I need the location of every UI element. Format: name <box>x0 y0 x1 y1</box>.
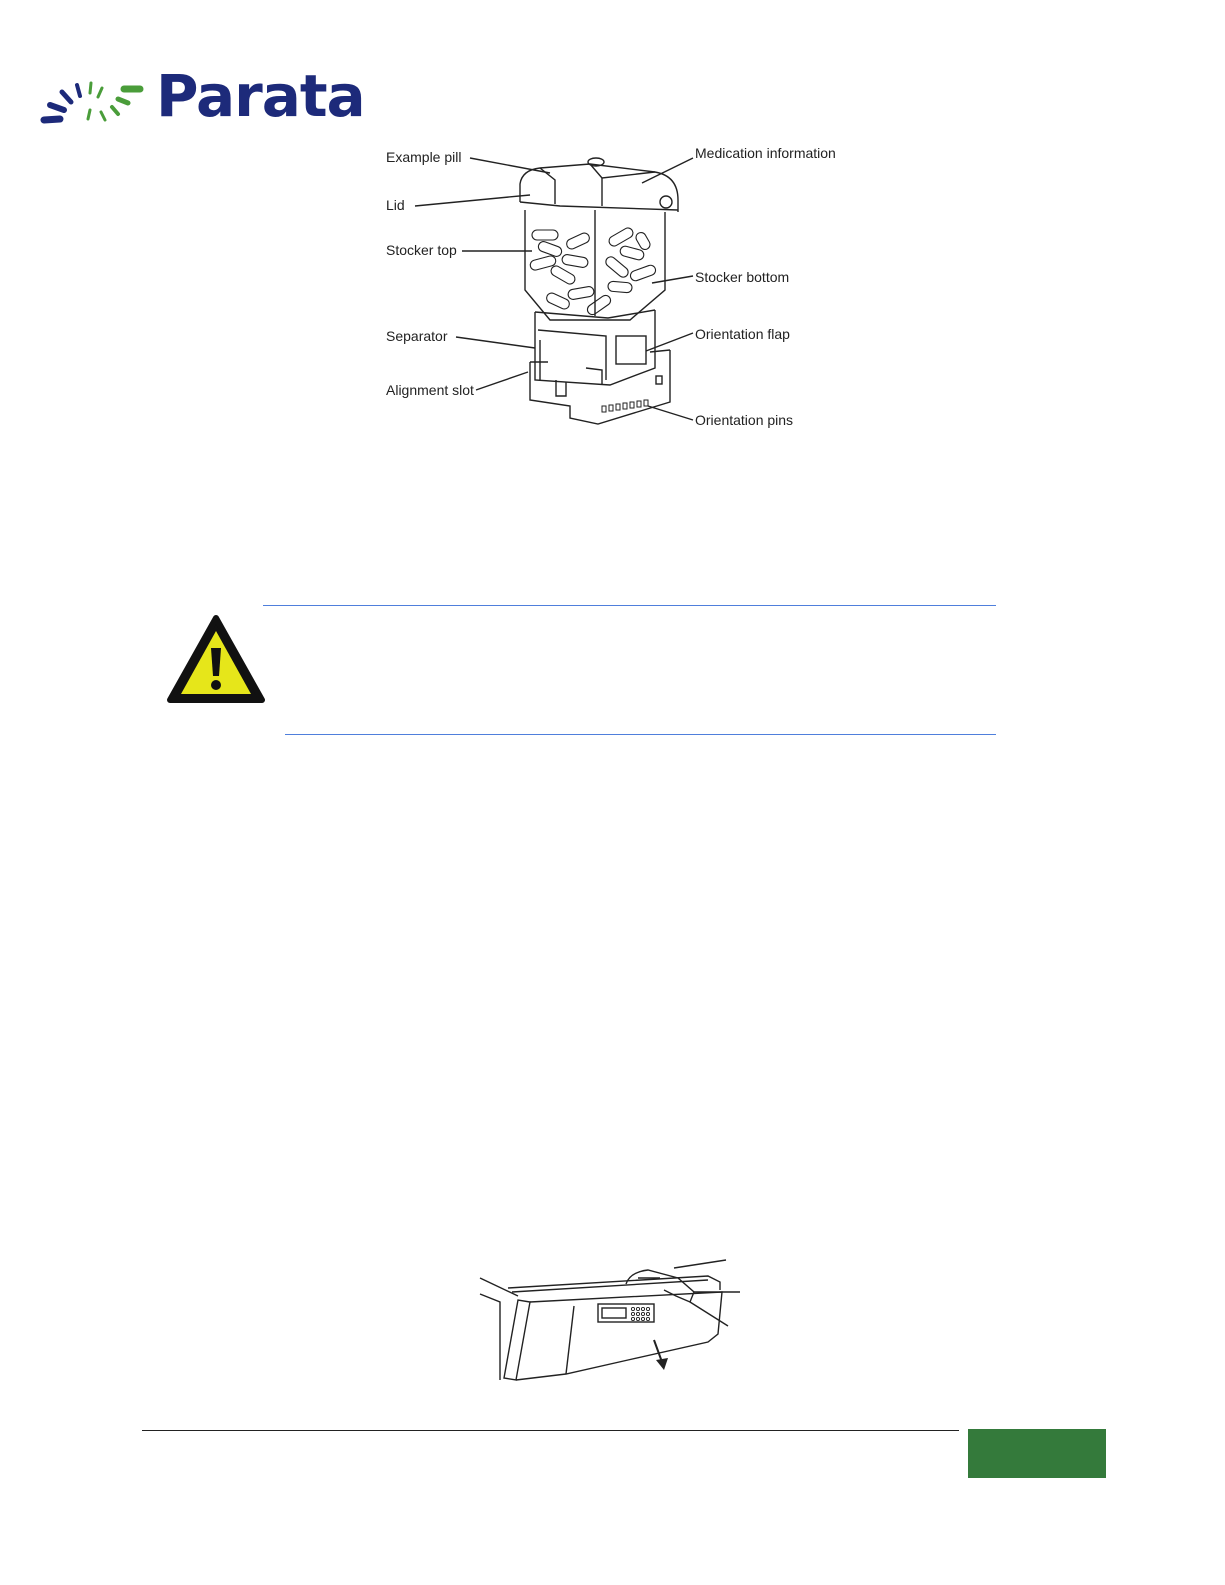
label-separator: Separator <box>386 328 448 344</box>
door-open-illustration <box>478 1256 748 1390</box>
label-orientation-pins: Orientation pins <box>695 412 794 428</box>
parata-logo <box>38 62 408 132</box>
label-alignment-slot: Alignment slot <box>386 382 474 398</box>
label-stocker-top: Stocker top <box>386 242 457 258</box>
label-orientation-flap: Orientation flap <box>695 326 790 342</box>
footer-accent-box <box>968 1429 1106 1478</box>
label-stocker-bottom: Stocker bottom <box>695 269 790 285</box>
label-lid: Lid <box>386 197 405 213</box>
warning-triangle-icon <box>166 614 266 706</box>
label-medication-information: Medication information <box>695 145 836 161</box>
warning-bottom-rule <box>285 734 996 735</box>
logo-text: Parata <box>156 62 365 130</box>
sunburst-logo-icon <box>38 72 150 132</box>
warning-top-rule <box>263 605 996 606</box>
footer-rule <box>142 1430 959 1431</box>
stocker-diagram <box>380 140 850 440</box>
label-example-pill: Example pill <box>386 149 462 165</box>
